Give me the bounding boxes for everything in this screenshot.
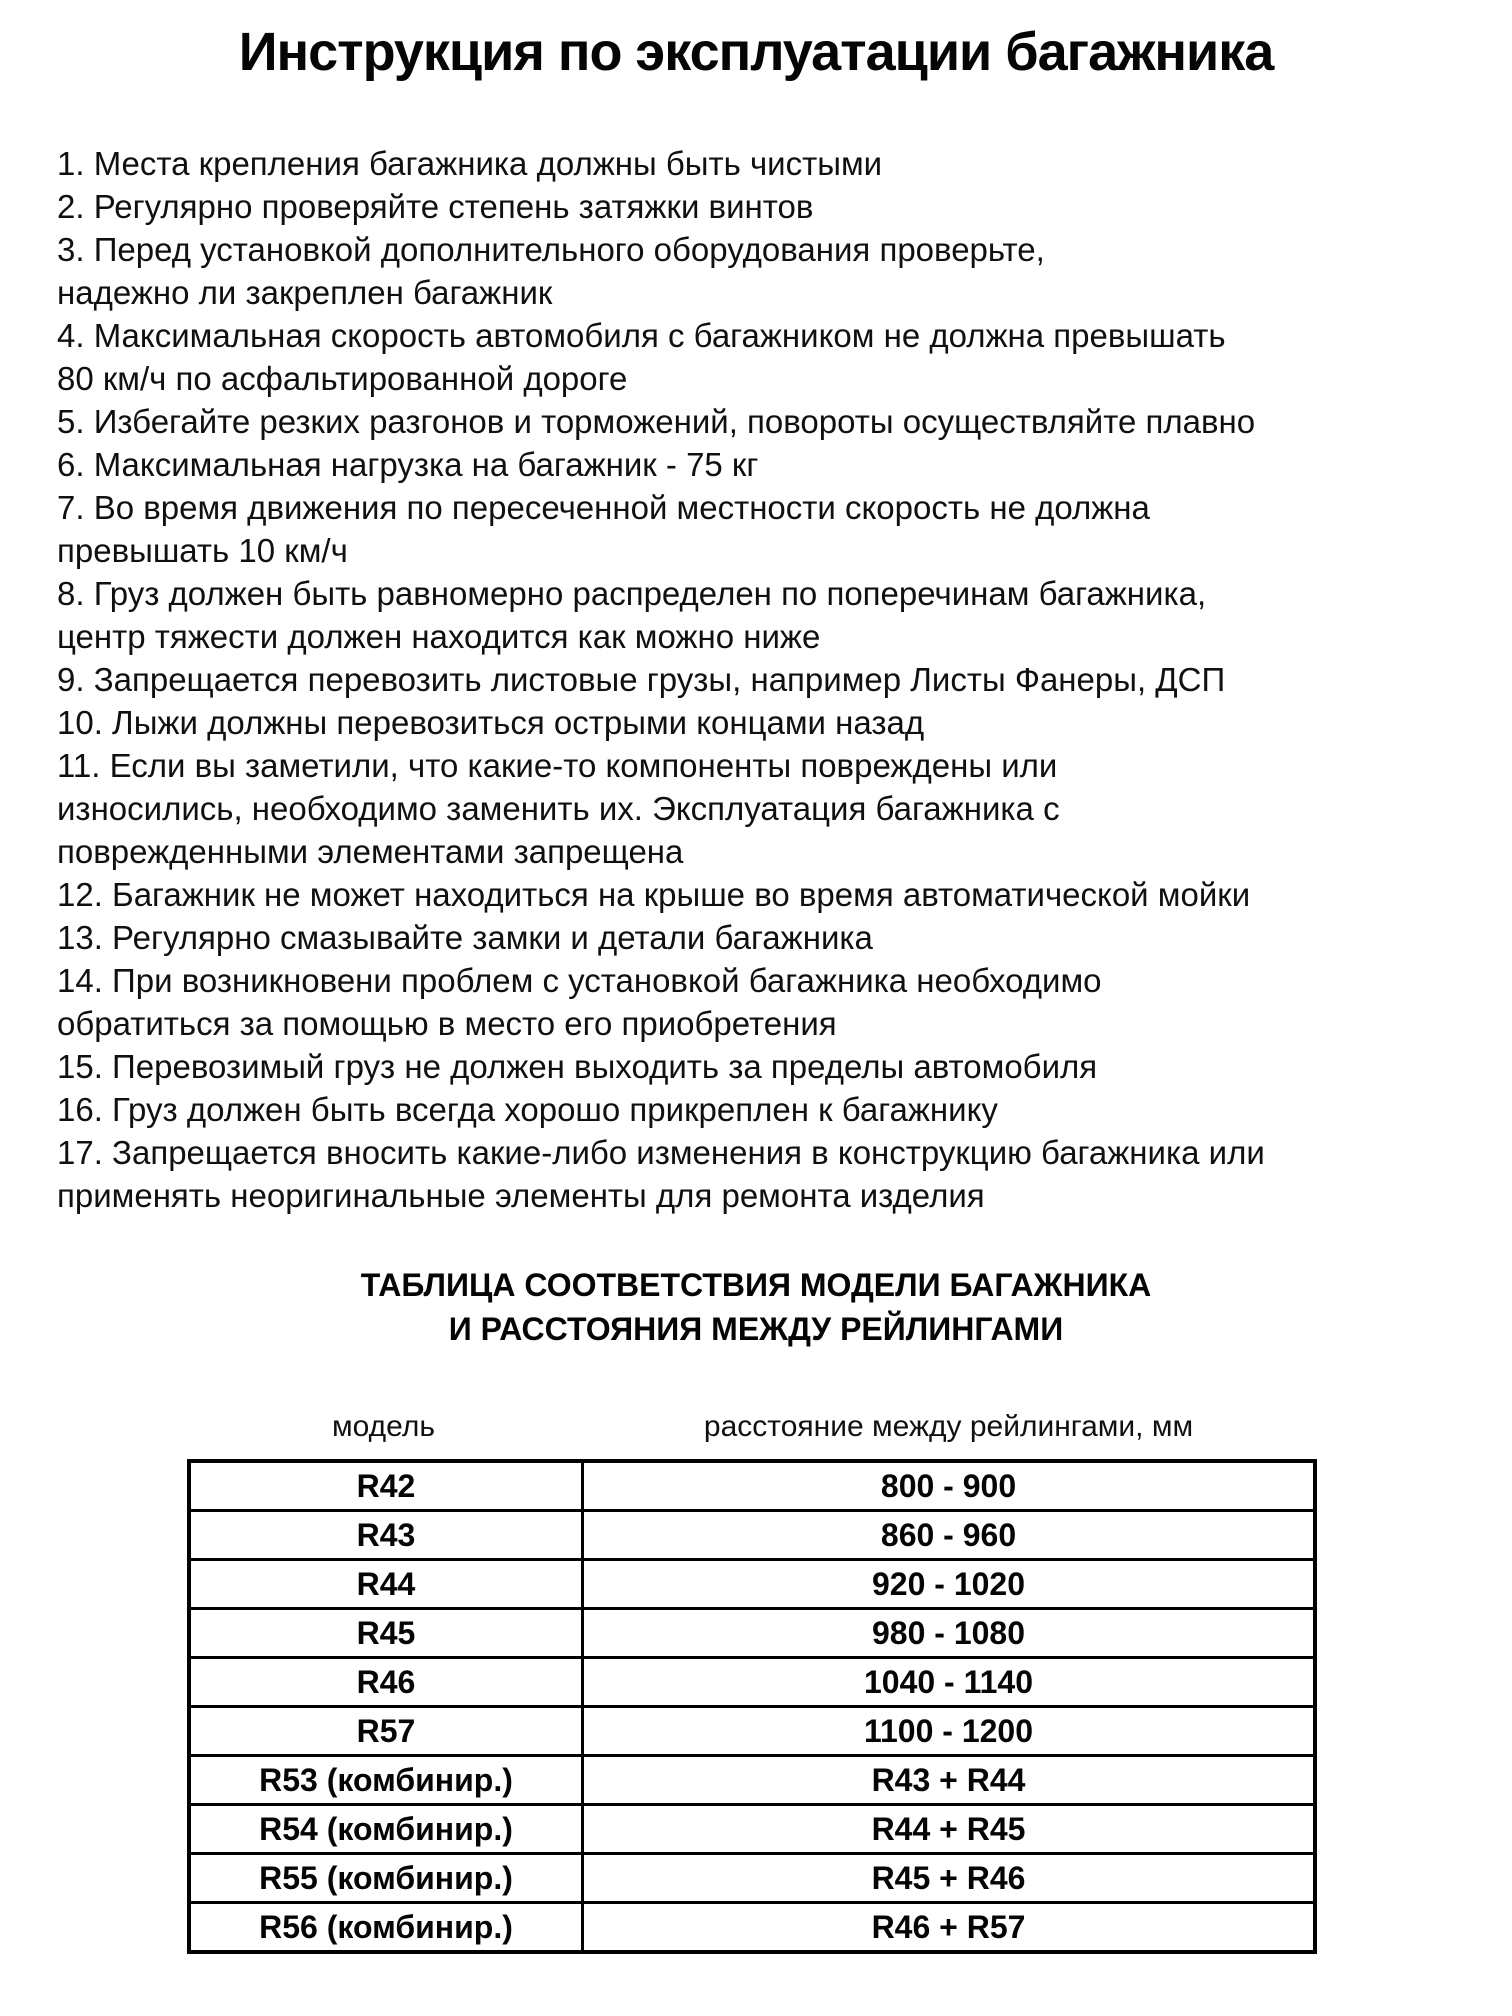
instruction-line: 2. Регулярно проверяйте степень затяжки винтов xyxy=(57,188,814,225)
instruction-line: поврежденными элементами запрещена xyxy=(57,833,684,870)
instruction-line: 15. Перевозимый груз не должен выходить за пределы автомобиля xyxy=(57,1048,1098,1085)
model-distance-table-body xyxy=(189,1461,1315,1952)
instruction-line: надежно ли закреплен багажник xyxy=(57,274,553,311)
instruction-line: 7. Во время движения по пересеченной местности скорость не должна xyxy=(57,489,1150,526)
instruction-line: превышать 10 км/ч xyxy=(57,532,348,569)
instruction-line: применять неоригинальные элементы для ремонта изделия xyxy=(57,1177,985,1214)
instruction-line: 5. Избегайте резких разгонов и торможений, повороты осуществляйте плавно xyxy=(57,403,1256,440)
model-distance-table xyxy=(187,1459,1317,1954)
instruction-list xyxy=(57,142,1482,1217)
table-heading-line1: ТАБЛИЦА СООТВЕТСТВИЯ МОДЕЛИ БАГАЖНИКА xyxy=(360,1267,1152,1303)
instruction-line: 6. Максимальная нагрузка на багажник - 75 кг xyxy=(57,446,759,483)
table-column-labels xyxy=(187,1407,1317,1447)
table-row xyxy=(189,1609,1315,1658)
table-section-heading xyxy=(0,1263,1512,1351)
table-row xyxy=(189,1511,1315,1560)
model-cell: R56 (комбинир.) xyxy=(189,1903,583,1953)
table-row xyxy=(189,1805,1315,1854)
instruction-line: 12. Багажник не может находиться на крыше во время автоматической мойки xyxy=(57,876,1251,913)
model-cell: R57 xyxy=(189,1707,583,1756)
model-cell: R53 (комбинир.) xyxy=(189,1756,583,1805)
table-row xyxy=(189,1461,1315,1511)
distance-cell: 920 - 1020 xyxy=(583,1560,1316,1609)
instruction-line: обратиться за помощью в место его приобретения xyxy=(57,1005,837,1042)
distance-cell: 860 - 960 xyxy=(583,1511,1316,1560)
instruction-line: центр тяжести должен находится как можно ниже xyxy=(57,618,821,655)
model-cell: R54 (комбинир.) xyxy=(189,1805,583,1854)
model-cell: R42 xyxy=(189,1461,583,1511)
instruction-line: 14. При возникновени проблем с установкой багажника необходимо xyxy=(57,962,1102,999)
table-row xyxy=(189,1854,1315,1903)
distance-cell: 1040 - 1140 xyxy=(583,1658,1316,1707)
instruction-line: 1. Места крепления багажника должны быть чистыми xyxy=(57,145,883,182)
model-cell: R43 xyxy=(189,1511,583,1560)
table-row xyxy=(189,1560,1315,1609)
instruction-line: износились, необходимо заменить их. Эксплуатация багажника с xyxy=(57,790,1060,827)
table-heading-line2: И РАССТОЯНИЯ МЕЖДУ РЕЙЛИНГАМИ xyxy=(448,1311,1064,1347)
table-row xyxy=(189,1756,1315,1805)
model-cell: R55 (комбинир.) xyxy=(189,1854,583,1903)
column-label-distance: расстояние между рейлингами, мм xyxy=(703,1410,1194,1443)
instruction-line: 13. Регулярно смазывайте замки и детали багажника xyxy=(57,919,873,956)
instruction-line: 11. Если вы заметили, что какие-то компоненты повреждены или xyxy=(57,747,1058,784)
instruction-line: 8. Груз должен быть равномерно распределен по поперечинам багажника, xyxy=(57,575,1207,612)
distance-cell: R45 + R46 xyxy=(583,1854,1316,1903)
instruction-line: 80 км/ч по асфальтированной дороге xyxy=(57,360,628,397)
distance-cell: 800 - 900 xyxy=(583,1461,1316,1511)
distance-cell: 1100 - 1200 xyxy=(583,1707,1316,1756)
instruction-line: 16. Груз должен быть всегда хорошо прикреплен к багажнику xyxy=(57,1091,998,1128)
instruction-line: 10. Лыжи должны перевозиться острыми концами назад xyxy=(57,704,925,741)
instruction-line: 3. Перед установкой дополнительного оборудования проверьте, xyxy=(57,231,1045,268)
distance-cell: R43 + R44 xyxy=(583,1756,1316,1805)
table-row xyxy=(189,1658,1315,1707)
distance-cell: R46 + R57 xyxy=(583,1903,1316,1953)
table-row xyxy=(189,1903,1315,1953)
instruction-line: 17. Запрещается вносить какие-либо изменения в конструкцию багажника или xyxy=(57,1134,1265,1171)
instruction-line: 9. Запрещается перевозить листовые грузы, например Листы Фанеры, ДСП xyxy=(57,661,1226,698)
table-row xyxy=(189,1707,1315,1756)
page-title: Инструкция по эксплуатации багажника xyxy=(238,22,1274,82)
instruction-line: 4. Максимальная скорость автомобиля с багажником не должна превышать xyxy=(57,317,1226,354)
distance-cell: R44 + R45 xyxy=(583,1805,1316,1854)
model-cell: R46 xyxy=(189,1658,583,1707)
model-cell: R44 xyxy=(189,1560,583,1609)
model-cell: R45 xyxy=(189,1609,583,1658)
column-label-model: модель xyxy=(332,1410,435,1443)
distance-cell: 980 - 1080 xyxy=(583,1609,1316,1658)
